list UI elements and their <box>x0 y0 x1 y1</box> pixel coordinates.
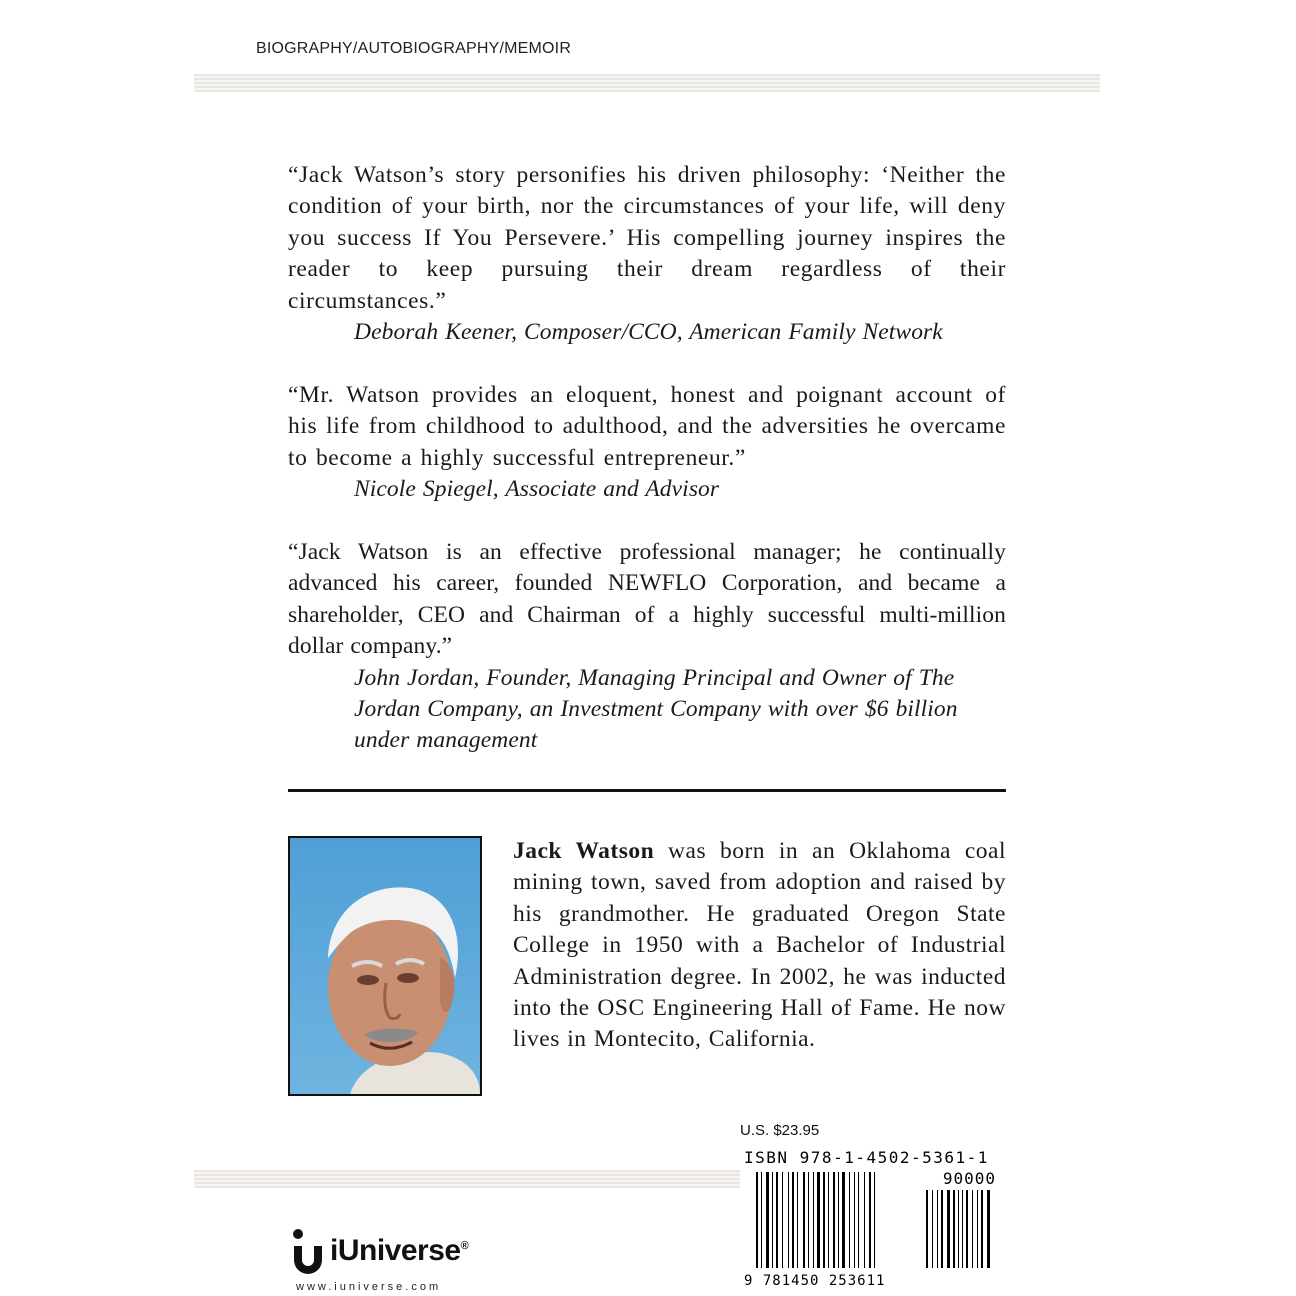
barcode-bar <box>838 1172 839 1268</box>
barcode-bar <box>937 1190 938 1268</box>
quote-attribution: John Jordan, Founder, Managing Principal and Owner of The Jordan Company, an Investment Company with over $6 billion under management <box>354 664 958 754</box>
isbn-barcode <box>744 1168 1000 1288</box>
endorsement-quote-1 <box>288 160 1006 348</box>
barcode-bar <box>766 1172 769 1268</box>
barcode-bar <box>813 1172 814 1268</box>
barcode-bar <box>941 1190 943 1268</box>
price-code: 90000 <box>942 1169 996 1188</box>
section-divider <box>288 789 1006 792</box>
author-bio <box>513 836 1006 1056</box>
barcode-bar <box>782 1172 783 1268</box>
barcode-bar <box>947 1190 950 1268</box>
barcode-bar <box>803 1172 805 1268</box>
barcode-bar <box>756 1172 758 1268</box>
quote-attribution: Nicole Spiegel, Associate and Advisor <box>354 476 720 503</box>
barcode-bar <box>823 1172 825 1268</box>
author-name: Jack Watson <box>513 838 655 864</box>
barcode-bar <box>926 1190 928 1268</box>
barcode-bar <box>761 1172 762 1268</box>
author-bio-text: was born in an Oklahoma coal mining town, saved from adoption and raised by his grandmother. He graduated Oregon State College in 1950 with a Bachelor of Industrial Administration degree. In 2002, he was inducted into the OSC Engineering Hall of Fame. He now lives in Montecito, California. <box>513 838 1006 1053</box>
bottom-decorative-band <box>194 1170 740 1188</box>
category-label: BIOGRAPHY/AUTOBIOGRAPHY/MEMOIR <box>256 40 572 57</box>
endorsement-quote-2 <box>288 380 1006 506</box>
barcode-bar <box>987 1190 990 1268</box>
top-decorative-band <box>194 74 1100 92</box>
barcode-bar <box>833 1172 835 1268</box>
barcode-bar <box>977 1190 978 1268</box>
barcode-bar <box>788 1172 789 1268</box>
quote-text: “Mr. Watson provides an eloquent, honest and poignant account of his life from childhood to adulthood, and the adversities he overcame to become a highly successful entrepreneur.” <box>288 382 1006 471</box>
barcode-bar <box>772 1172 773 1268</box>
barcode-bar <box>854 1172 855 1268</box>
barcode-bar <box>874 1172 875 1268</box>
barcode-bar <box>864 1172 865 1268</box>
barcode-bar <box>849 1172 850 1268</box>
author-photo <box>288 836 482 1096</box>
quote-text: “Jack Watson’s story personifies his driven philosophy: ‘Neither the condition of your birth, nor the circumstances of your life, will deny you success If You Persevere.’ His compelling journey inspires the reader to keep pursuing their dream regardless of their circumstances.” <box>288 162 1006 314</box>
barcode-bar <box>817 1172 820 1268</box>
isbn-label: ISBN 978-1-4502-5361-1 <box>744 1148 989 1167</box>
barcode-bar <box>958 1190 959 1268</box>
quote-text: “Jack Watson is an effective professional manager; he continually advanced his career, founded NEWFLO Corporation, and became a shareholder, CEO and Chairman of a highly successful multi-million dollar company.” <box>288 539 1006 660</box>
endorsement-quote-3 <box>288 537 1006 757</box>
barcode-bar <box>966 1190 968 1268</box>
barcode-bar <box>776 1172 778 1268</box>
publisher-name: iUniverse® <box>330 1234 469 1267</box>
barcode-bar <box>828 1172 829 1268</box>
barcode-bar <box>972 1190 973 1268</box>
barcode-bar <box>808 1172 809 1268</box>
author-portrait-image <box>290 838 480 1094</box>
price-label: U.S. $23.95 <box>740 1122 820 1139</box>
barcode-bar <box>932 1190 933 1268</box>
barcode-bar <box>981 1190 983 1268</box>
barcode-bar <box>792 1172 794 1268</box>
quote-attribution: Deborah Keener, Composer/CCO, American Family Network <box>354 319 943 346</box>
barcode-bar <box>842 1172 845 1268</box>
iuniverse-logo-icon <box>288 1228 328 1278</box>
barcode-bar <box>869 1172 871 1268</box>
barcode-bar <box>953 1190 955 1268</box>
publisher-url: www.iuniverse.com <box>296 1281 442 1293</box>
barcode-bar <box>797 1172 798 1268</box>
barcode-bar <box>962 1190 963 1268</box>
barcode-bar <box>858 1172 859 1268</box>
barcode-number: 9 781450 253611 <box>744 1273 886 1288</box>
